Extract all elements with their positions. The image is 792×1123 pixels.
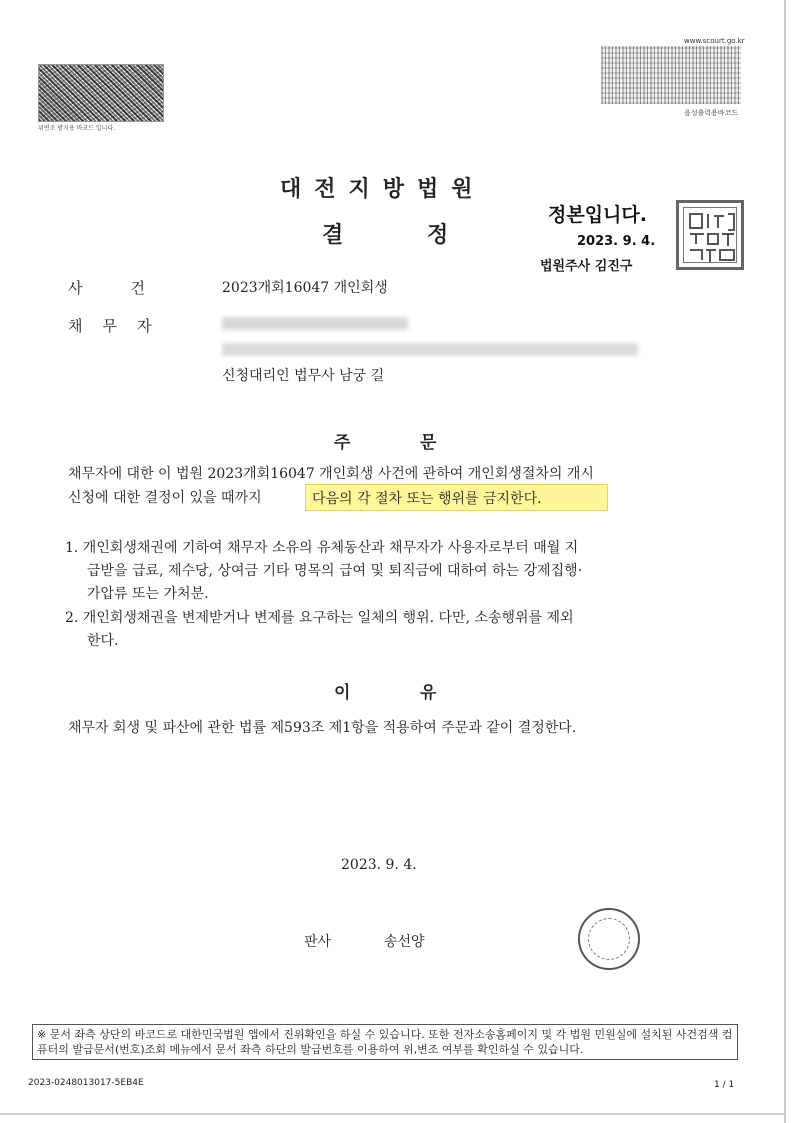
issue-number: 2023-0248013017-5EB4E — [28, 1078, 144, 1088]
site-url: www.scourt.go.kr — [684, 37, 745, 45]
order-item-1-line-3: 가압류 또는 가처분. — [87, 586, 209, 602]
court-seal-inner — [683, 207, 737, 263]
order-line-1: 채무자에 대한 이 법원 2023개회16047 개인회생 사건에 관하여 개인회생절차의 개시 — [68, 466, 594, 482]
order-highlighted-text: 다음의 각 절차 또는 행위를 금지한다. — [312, 491, 542, 507]
decision-title-char-1: 결 — [322, 223, 344, 248]
judge-label: 판사 — [304, 934, 332, 950]
debtor-label: 채무자 — [68, 317, 172, 335]
page-number: 1 / 1 — [714, 1080, 735, 1090]
barcode-caption: 위변조 방지용 바코드 입니다. — [38, 125, 116, 132]
reason-heading-char-1: 이 — [334, 683, 351, 703]
reason-text: 채무자 회생 및 파산에 관한 법률 제593조 제1항을 적용하여 주문과 같이 결정한다. — [68, 720, 577, 736]
voice-output-barcode — [601, 46, 741, 104]
decision-date: 2023. 9. 4. — [341, 857, 417, 873]
reason-heading-char-2: 유 — [420, 683, 437, 703]
court-seal-glyphs — [684, 208, 740, 266]
order-item-1-line-1: 1. 개인회생채권에 기하여 채무자 소유의 유체동산과 채무자가 사용자로부터 매월 지 — [65, 540, 579, 556]
order-heading-char-1: 주 — [334, 433, 351, 453]
filing-agent: 신청대리인 법무사 남궁 길 — [222, 368, 385, 384]
order-item-2-line-1: 2. 개인회생채권을 변제받거나 변제를 요구하는 일체의 행위. 다만, 소송행위를 제외 — [65, 610, 574, 626]
judge-seal-inner — [588, 918, 630, 960]
page-edge-right — [784, 0, 786, 1123]
certification-date: 2023. 9. 4. — [577, 234, 656, 249]
page-edge-bottom — [0, 1113, 784, 1115]
court-clerk: 법원주사 김진구 — [540, 259, 633, 274]
court-name: 대전지방법원 — [280, 177, 486, 202]
verification-notice: ※ 문서 좌측 상단의 바코드로 대한민국법원 앱에서 진위확인을 하실 수 있습니다. 또한 전자소송홈페이지 및 각 법원 민원실에 설치된 사건검색 컴퓨터의 발급문서(번호)조회 메뉴에서 문서 좌측 하단의 발급번호를 이용하여 위,변조 여부를 확인하실 수 있습니다. — [32, 1024, 738, 1060]
judge-seal — [578, 908, 640, 970]
case-number: 2023개회16047 개인회생 — [222, 280, 388, 296]
order-line-2: 신청에 대한 결정이 있을 때까지 — [68, 490, 262, 506]
certified-copy-stamp: 정본입니다. — [548, 204, 647, 226]
order-item-2-line-2: 한다. — [87, 633, 119, 649]
judge-name: 송선양 — [384, 934, 425, 950]
order-item-1-line-2: 급받을 급료, 제수당, 상여금 기타 명목의 급여 및 퇴직금에 대하여 하는 강제집행· — [87, 563, 583, 579]
order-heading-char-2: 문 — [420, 433, 437, 453]
court-seal — [676, 200, 744, 270]
debtor-address-redacted — [222, 343, 638, 356]
debtor-name-redacted — [222, 317, 408, 330]
case-label: 사건 — [68, 279, 193, 297]
qr-caption: 음성출력용바코드 — [684, 109, 739, 117]
anti-forgery-barcode — [38, 64, 164, 122]
decision-title-char-2: 정 — [427, 223, 449, 248]
